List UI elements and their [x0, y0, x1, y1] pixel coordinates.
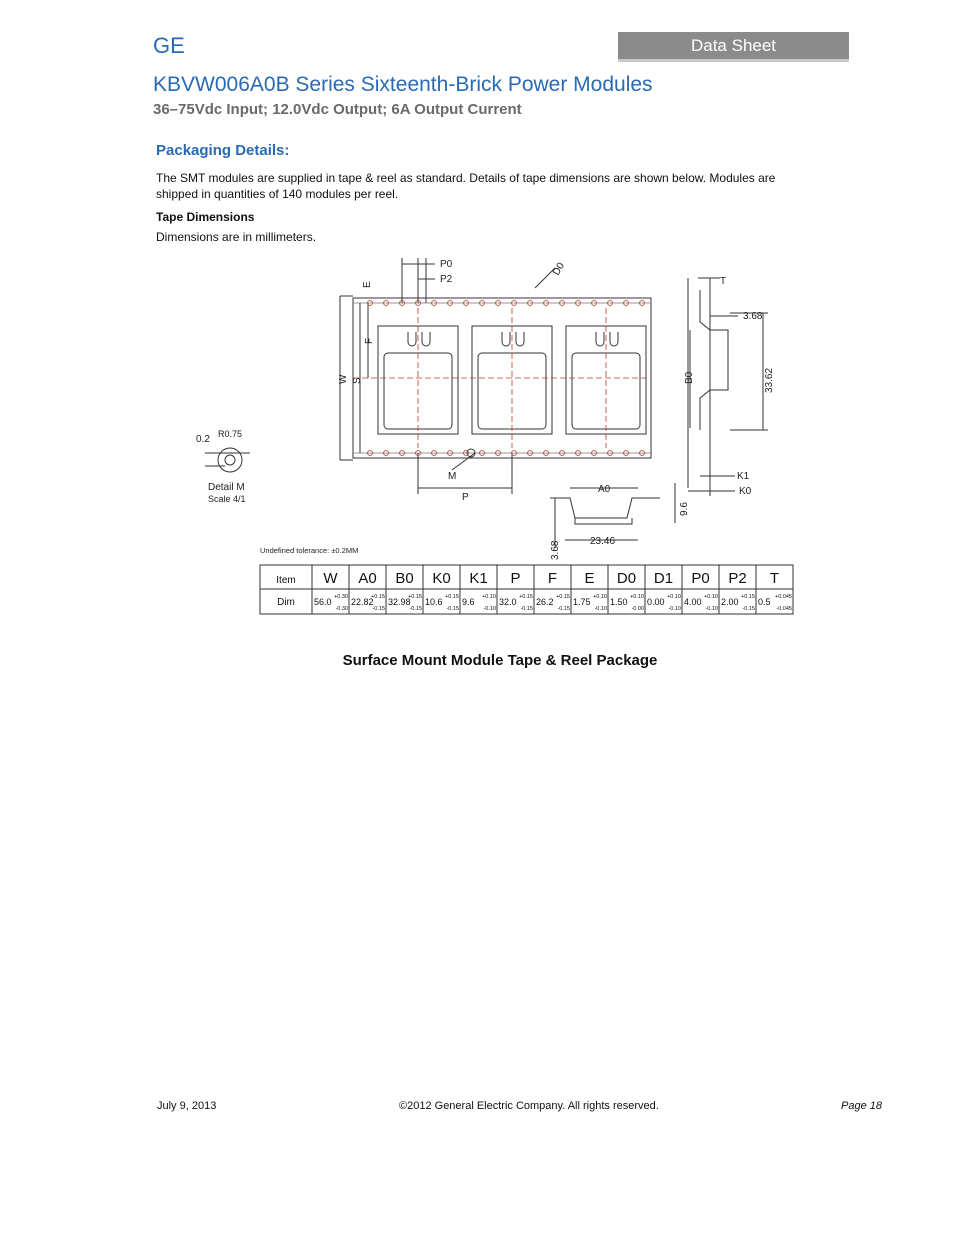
label-k1: K1	[737, 471, 750, 482]
label-t: T	[720, 276, 727, 287]
table-header-cell: D1	[653, 570, 674, 587]
tape-dimension-drawing	[190, 248, 810, 633]
label-f: F	[364, 337, 375, 344]
table-tol-minus: -0.10	[483, 606, 496, 612]
table-tol-minus: -0.15	[372, 606, 385, 612]
footer-copyright: ©2012 General Electric Company. All rights reserved.	[399, 1100, 659, 1112]
tape-dimensions-heading: Tape Dimensions	[156, 210, 255, 224]
table-tol-plus: +0.045	[775, 594, 792, 600]
table-value-cell: 4.00	[684, 597, 702, 607]
label-s: S	[352, 377, 363, 384]
table-tol-minus: -0.00	[631, 606, 644, 612]
detail-label-02: 0.2	[196, 434, 210, 445]
table-header-cell: W	[323, 570, 338, 587]
side-profile	[700, 290, 728, 430]
table-value-cell: 1.75	[573, 597, 591, 607]
table-value-cell: 1.50	[610, 597, 628, 607]
table-value-cell: 0.5	[758, 597, 771, 607]
label-dim-23-46: 23.46	[590, 536, 616, 547]
label-dim-33-62: 33.62	[764, 367, 775, 393]
label-p: P	[462, 492, 469, 503]
table-value-cell: 22.82	[351, 597, 374, 607]
label-w: W	[338, 374, 349, 384]
table-tol-plus: +0.10	[482, 594, 496, 600]
figure-caption: Surface Mount Module Tape & Reel Package	[342, 652, 658, 669]
label-dim-9-6: 9.6	[679, 502, 690, 516]
label-b0: B0	[684, 371, 695, 384]
label-dim-3-68-a: 3.68	[743, 311, 763, 322]
table-header-cell: T	[769, 570, 780, 587]
table-tol-minus: -0.15	[520, 606, 533, 612]
table-header-cell: P0	[691, 570, 710, 587]
table-tol-plus: +0.15	[741, 594, 755, 600]
detail-title: Detail M	[208, 482, 245, 493]
table-header-cell: B0	[395, 570, 414, 587]
units-note: Dimensions are in millimeters.	[156, 230, 317, 244]
table-value-cell: 26.2	[536, 597, 554, 607]
label-dim-3-68-b: 3.68	[550, 540, 561, 560]
label-m: M	[448, 471, 457, 482]
label-k0: K0	[739, 486, 752, 497]
table-header-cell: P2	[728, 570, 747, 587]
packaging-paragraph: The SMT modules are supplied in tape & reel as standard. Details of tape dimensions are shown below. Modules are shipped in quantities of 140 modules per reel.	[156, 171, 776, 201]
label-e: E	[362, 281, 373, 288]
table-tol-minus: -0.10	[705, 606, 718, 612]
table-value-cell: 0.00	[647, 597, 665, 607]
detail-label-r: R0.75	[218, 429, 243, 439]
cross-section	[550, 498, 660, 518]
table-header-cell: P	[510, 570, 521, 587]
table-header-cell: E	[584, 570, 595, 587]
table-tol-plus: +0.15	[445, 594, 459, 600]
table-header-cell: A0	[358, 570, 377, 587]
data-sheet-badge: Data Sheet	[618, 32, 849, 62]
table-header-cell: F	[547, 570, 558, 587]
label-p2: P2	[440, 274, 453, 285]
table-value-cell: 2.00	[721, 597, 739, 607]
tolerance-note: Undefined tolerance: ±0.2MM	[260, 546, 359, 555]
table-tol-plus: +0.30	[334, 594, 348, 600]
table-header-cell: K0	[432, 570, 451, 587]
table-value-cell: 32.0	[499, 597, 517, 607]
table-tol-plus: +0.10	[667, 594, 681, 600]
table-tol-plus: +0.10	[630, 594, 644, 600]
table-tol-plus: +0.15	[371, 594, 385, 600]
table-tol-minus: -0.045	[776, 606, 792, 612]
table-tol-minus: -0.15	[557, 606, 570, 612]
page-title: KBVW006A0B Series Sixteenth-Brick Power Modules	[153, 73, 653, 96]
table-row-label: Dim	[277, 597, 295, 608]
table-tol-plus: +0.15	[519, 594, 533, 600]
table-tol-minus: -0.15	[446, 606, 459, 612]
dimensions-table	[260, 565, 793, 614]
page-subtitle: 36–75Vdc Input; 12.0Vdc Output; 6A Output Current	[153, 101, 522, 118]
table-tol-minus: -0.10	[594, 606, 607, 612]
table-tol-minus: -0.10	[668, 606, 681, 612]
ge-logo-text: GE	[153, 33, 185, 58]
footer-date: July 9, 2013	[157, 1100, 217, 1112]
table-value-cell: 32.98	[388, 597, 411, 607]
table-header-cell: Item	[276, 575, 296, 586]
table-tol-minus: -0.15	[742, 606, 755, 612]
footer-page-number: Page 18	[841, 1100, 882, 1112]
table-value-cell: 56.0	[314, 597, 332, 607]
table-tol-minus: -0.30	[335, 606, 348, 612]
sprocket-holes	[353, 301, 651, 456]
table-tol-minus: -0.15	[409, 606, 422, 612]
table-tol-plus: +0.10	[704, 594, 718, 600]
table-value-cell: 9.6	[462, 597, 475, 607]
table-tol-plus: +0.15	[556, 594, 570, 600]
table-tol-plus: +0.15	[408, 594, 422, 600]
table-header-cell: K1	[469, 570, 488, 587]
label-d0: D0	[551, 260, 567, 278]
table-header-cell: D0	[616, 570, 637, 587]
label-a0: A0	[598, 484, 611, 495]
label-p0: P0	[440, 259, 453, 270]
table-value-cell: 10.6	[425, 597, 443, 607]
detail-scale: Scale 4/1	[208, 494, 246, 504]
table-tol-plus: +0.10	[593, 594, 607, 600]
section-heading: Packaging Details:	[156, 142, 290, 159]
